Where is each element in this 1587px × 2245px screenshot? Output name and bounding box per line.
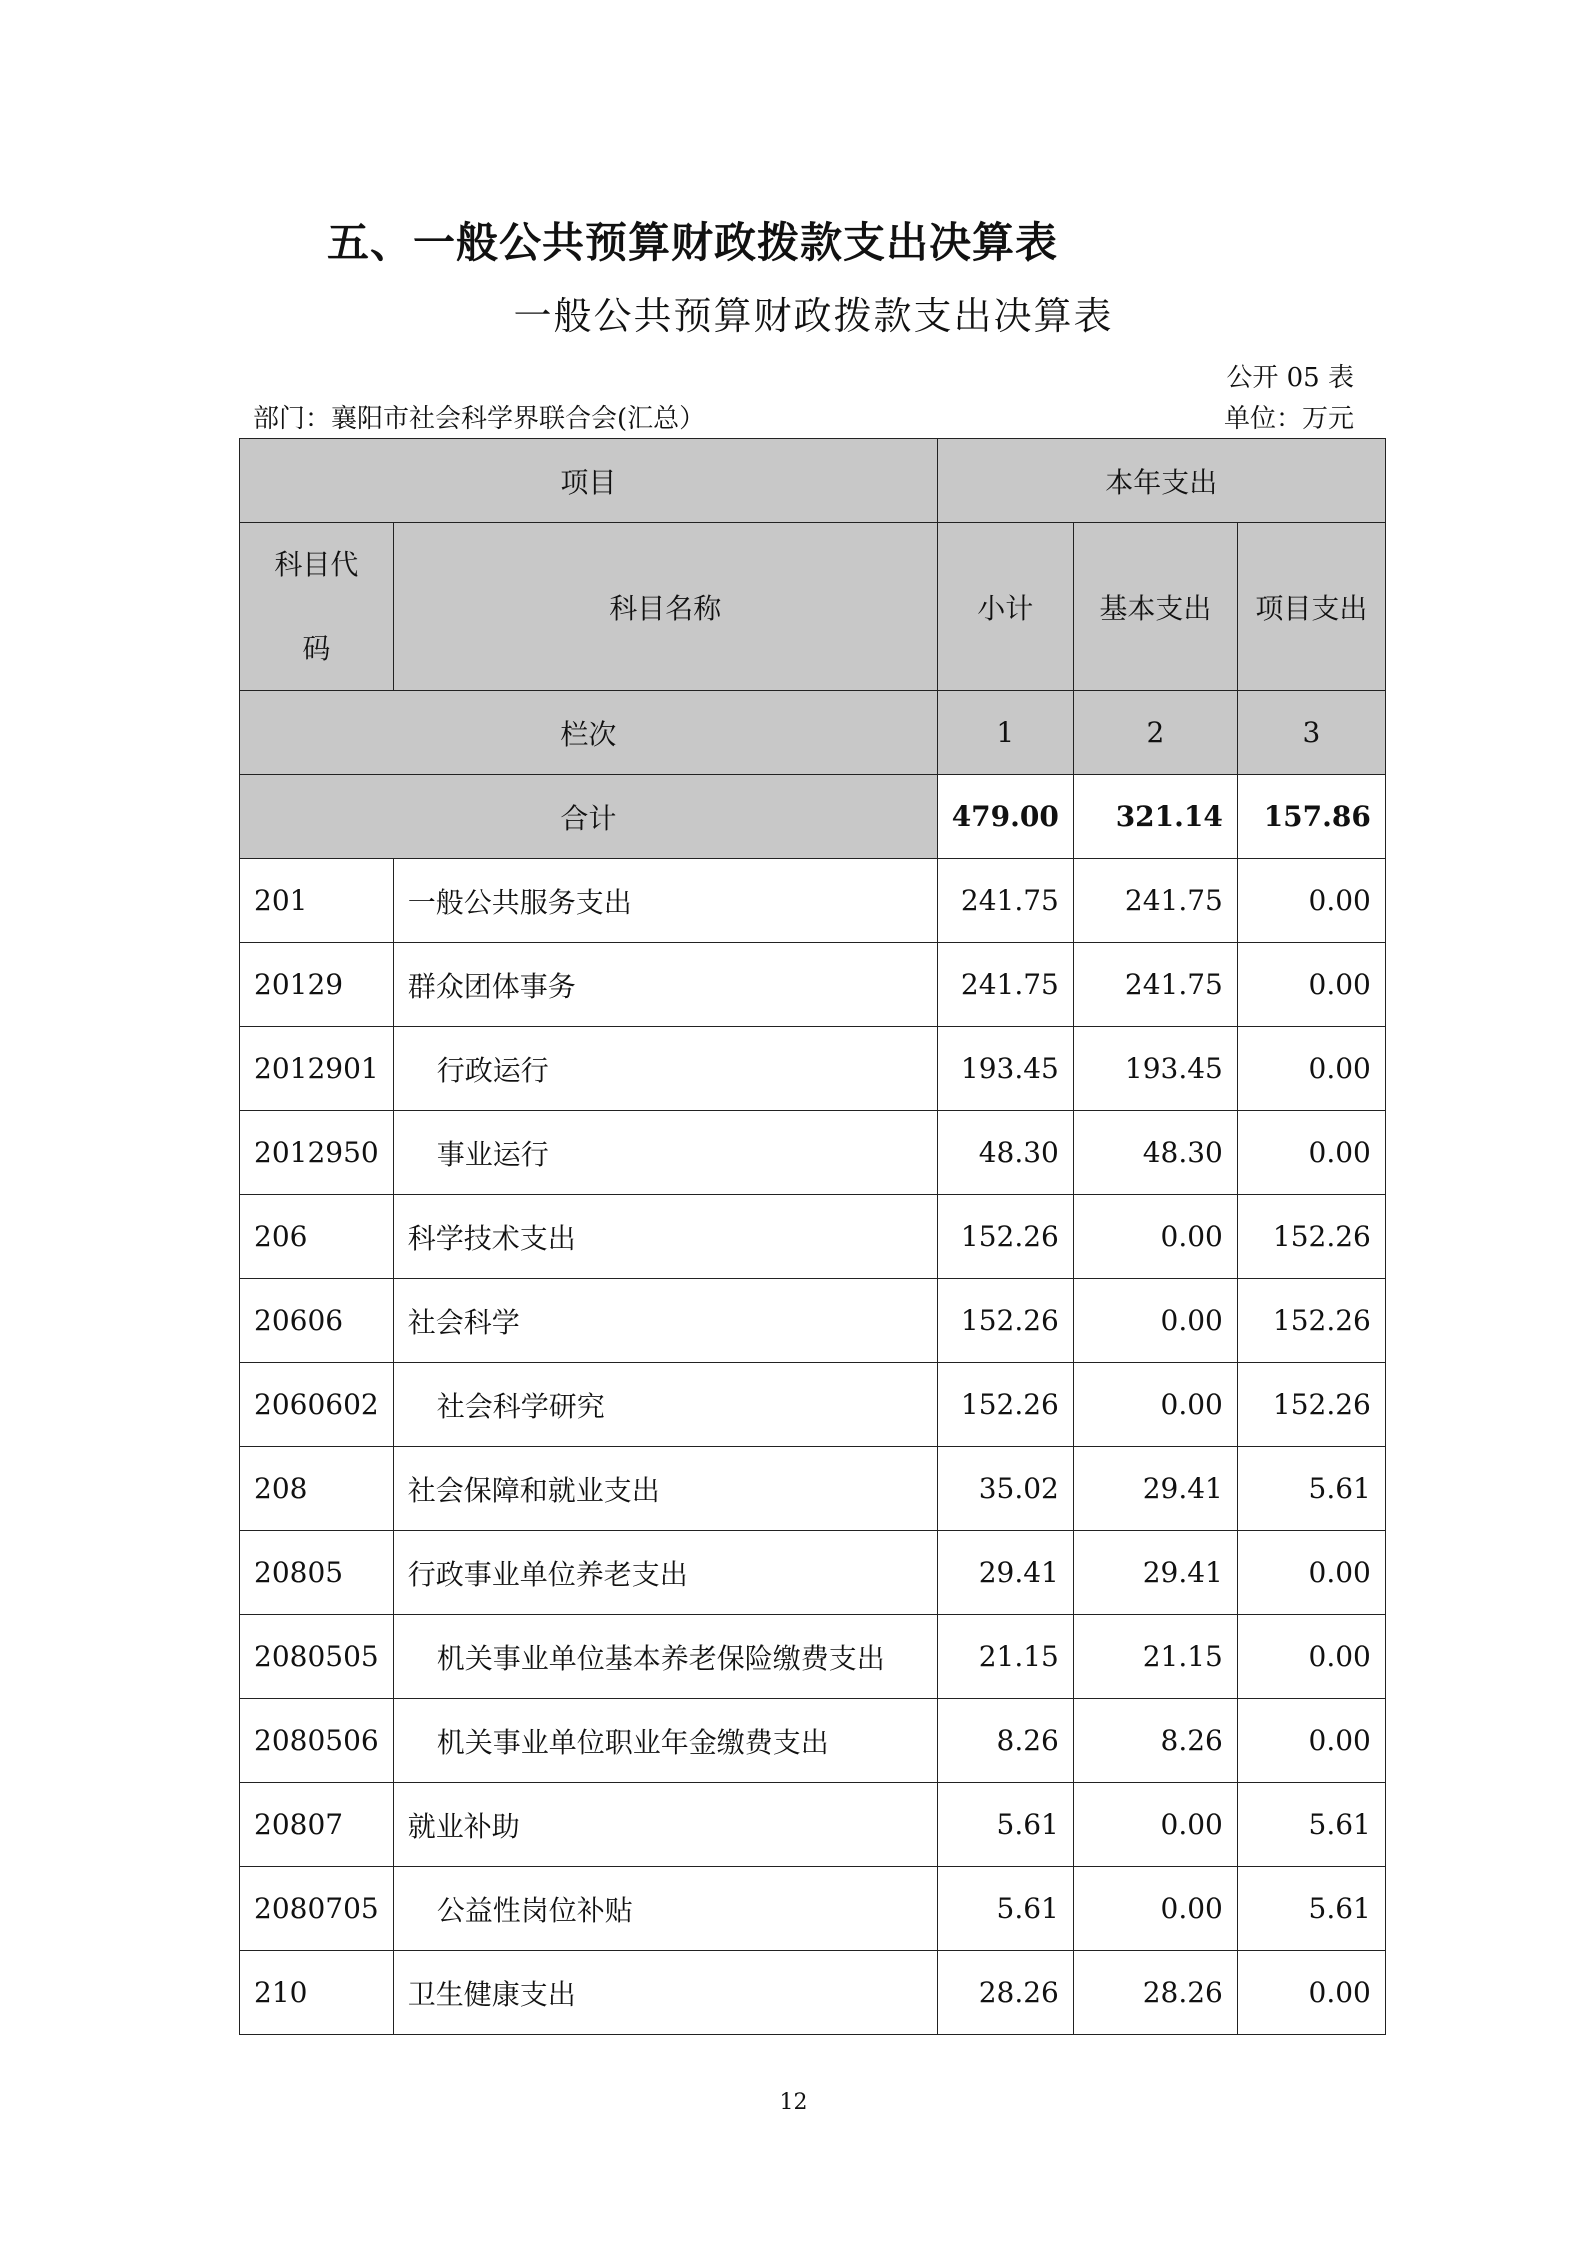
row-subtotal: 8.26 (937, 1699, 1073, 1783)
row-code: 2080705 (240, 1867, 394, 1951)
row-name: 科学技术支出 (393, 1195, 937, 1279)
table-row (240, 1783, 1386, 1867)
table-row (240, 1111, 1386, 1195)
row-project: 0.00 (1237, 943, 1385, 1027)
total-label: 合计 (240, 775, 938, 859)
table-title: 一般公共预算财政拨款支出决算表 (513, 294, 1114, 338)
header-name: 科目名称 (393, 523, 937, 691)
row-project: 0.00 (1237, 1531, 1385, 1615)
row-subtotal: 28.26 (937, 1951, 1073, 2035)
row-subtotal: 152.26 (937, 1363, 1073, 1447)
row-subtotal: 241.75 (937, 943, 1073, 1027)
total-basic: 321.14 (1073, 775, 1237, 859)
header-subtotal: 小计 (937, 523, 1073, 691)
total-project: 157.86 (1237, 775, 1385, 859)
row-name: 行政运行 (393, 1027, 937, 1111)
form-number: 公开 05 表 (1226, 363, 1354, 393)
row-subtotal: 29.41 (937, 1531, 1073, 1615)
section-title: 五、一般公共预算财政拨款支出决算表 (327, 218, 1059, 267)
header-current-year: 本年支出 (937, 439, 1385, 523)
table-row (240, 859, 1386, 943)
row-basic: 28.26 (1073, 1951, 1237, 2035)
table-row (240, 1027, 1386, 1111)
row-code: 2012950 (240, 1111, 394, 1195)
row-name: 公益性岗位补贴 (393, 1867, 937, 1951)
column-index-row (240, 691, 1386, 775)
table-row (240, 1951, 1386, 2035)
header-row-1 (240, 439, 1386, 523)
row-subtotal: 152.26 (937, 1195, 1073, 1279)
row-project: 0.00 (1237, 1615, 1385, 1699)
row-subtotal: 193.45 (937, 1027, 1073, 1111)
total-subtotal: 479.00 (937, 775, 1073, 859)
row-code: 2080506 (240, 1699, 394, 1783)
table-row (240, 1279, 1386, 1363)
row-subtotal: 5.61 (937, 1867, 1073, 1951)
row-project: 5.61 (1237, 1783, 1385, 1867)
row-subtotal: 152.26 (937, 1279, 1073, 1363)
unit-label: 单位：万元 (1223, 404, 1354, 434)
row-code: 206 (240, 1195, 394, 1279)
header-item: 项目 (240, 439, 938, 523)
row-project: 0.00 (1237, 1027, 1385, 1111)
table-row (240, 1363, 1386, 1447)
header-basic: 基本支出 (1073, 523, 1237, 691)
row-basic: 0.00 (1073, 1195, 1237, 1279)
row-basic: 241.75 (1073, 859, 1237, 943)
row-name: 卫生健康支出 (393, 1951, 937, 2035)
row-project: 152.26 (1237, 1195, 1385, 1279)
row-subtotal: 241.75 (937, 859, 1073, 943)
row-project: 0.00 (1237, 1111, 1385, 1195)
row-basic: 0.00 (1073, 1363, 1237, 1447)
row-name: 事业运行 (393, 1111, 937, 1195)
row-subtotal: 35.02 (937, 1447, 1073, 1531)
header-code (240, 523, 394, 691)
expenditure-table (239, 438, 1386, 2035)
table-row (240, 1447, 1386, 1531)
row-basic: 29.41 (1073, 1531, 1237, 1615)
column-index-2: 2 (1073, 691, 1237, 775)
header-row-2 (240, 523, 1386, 691)
page-number: 12 (779, 2090, 808, 2115)
table-row (240, 1195, 1386, 1279)
row-code: 201 (240, 859, 394, 943)
row-subtotal: 5.61 (937, 1783, 1073, 1867)
row-code: 2060602 (240, 1363, 394, 1447)
table-row (240, 1867, 1386, 1951)
row-project: 152.26 (1237, 1279, 1385, 1363)
row-name: 社会保障和就业支出 (393, 1447, 937, 1531)
row-subtotal: 48.30 (937, 1111, 1073, 1195)
table-row (240, 943, 1386, 1027)
row-project: 152.26 (1237, 1363, 1385, 1447)
table-row (240, 1531, 1386, 1615)
row-name: 机关事业单位职业年金缴费支出 (393, 1699, 937, 1783)
row-code: 208 (240, 1447, 394, 1531)
row-code: 20805 (240, 1531, 394, 1615)
table-row (240, 1699, 1386, 1783)
row-name: 社会科学研究 (393, 1363, 937, 1447)
column-index-1: 1 (937, 691, 1073, 775)
header-code-line2: 码 (302, 631, 331, 665)
row-project: 5.61 (1237, 1447, 1385, 1531)
row-project: 0.00 (1237, 1699, 1385, 1783)
row-subtotal: 21.15 (937, 1615, 1073, 1699)
row-project: 0.00 (1237, 1951, 1385, 2035)
row-code: 20129 (240, 943, 394, 1027)
row-code: 20606 (240, 1279, 394, 1363)
row-project: 5.61 (1237, 1867, 1385, 1951)
row-name: 群众团体事务 (393, 943, 937, 1027)
row-basic: 48.30 (1073, 1111, 1237, 1195)
row-basic: 0.00 (1073, 1867, 1237, 1951)
row-name: 行政事业单位养老支出 (393, 1531, 937, 1615)
total-row (240, 775, 1386, 859)
table-row (240, 1615, 1386, 1699)
column-index-3: 3 (1237, 691, 1385, 775)
row-name: 社会科学 (393, 1279, 937, 1363)
header-project: 项目支出 (1237, 523, 1385, 691)
column-index-label: 栏次 (240, 691, 938, 775)
row-name: 就业补助 (393, 1783, 937, 1867)
row-basic: 193.45 (1073, 1027, 1237, 1111)
row-code: 20807 (240, 1783, 394, 1867)
row-basic: 21.15 (1073, 1615, 1237, 1699)
row-basic: 0.00 (1073, 1783, 1237, 1867)
row-name: 一般公共服务支出 (393, 859, 937, 943)
row-code: 210 (240, 1951, 394, 2035)
header-code-line1: 科目代 (274, 547, 359, 581)
row-basic: 241.75 (1073, 943, 1237, 1027)
row-basic: 29.41 (1073, 1447, 1237, 1531)
row-code: 2012901 (240, 1027, 394, 1111)
row-code: 2080505 (240, 1615, 394, 1699)
row-project: 0.00 (1237, 859, 1385, 943)
row-basic: 0.00 (1073, 1279, 1237, 1363)
row-name: 机关事业单位基本养老保险缴费支出 (393, 1615, 937, 1699)
department-label: 部门：襄阳市社会科学界联合会(汇总） (253, 404, 706, 434)
row-basic: 8.26 (1073, 1699, 1237, 1783)
